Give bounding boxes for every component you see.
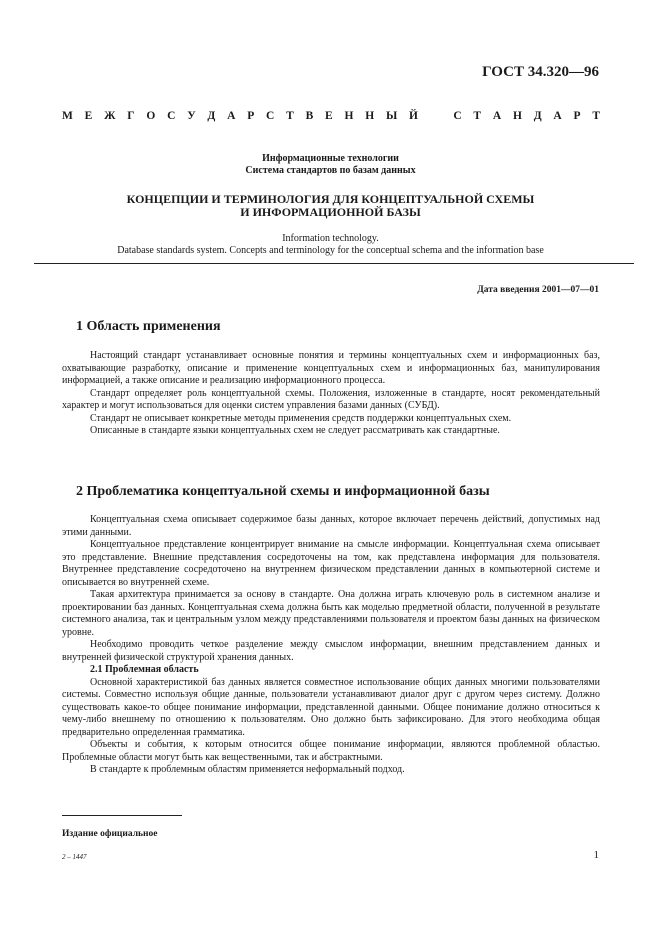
paragraph: В стандарте к проблемным областям применяется неформальный подход. [90,764,405,775]
section-1-heading: 1 Область применения [76,319,221,334]
paragraph: Такая архитектура принимается за основу в стандарте. Она должна играть ключевую роль в системном анализе и проектировании баз данных. Концептуальная схема должна быть как моделью предметной области, полученной в результате системного анализа, так и центральным узлом между представлениями пользователя и проектом базы данных на физическом уровне. [62,589,600,638]
series-title: Информационные технологии Система стандартов по базам данных [245,153,416,176]
paragraph: Настоящий стандарт устанавливает основные понятия и термины концептуальных схем и информационных баз, охватывающие разработку, описание и применение концептуальных схем и информационных баз, манипулирования информацией, а также описание и реализацию информационного процесса. [62,350,600,386]
paragraph: Концептуальная схема описывает содержимое базы данных, которое включает перечень действий, допустимых над этими данными. [62,514,600,538]
paragraph: Объекты и события, к которым относится общее понимание информации, являются проблемной областью. Проблемные области могут быть как вещественными, так и абстрактными. [62,739,600,763]
paragraph: Стандарт определяет роль концептуальной схемы. Положения, изложенные в стандарте, носят рекомендательный характер и могут использоваться для оценки систем управления базами данных (СУБД). [62,387,600,411]
document-title: КОНЦЕПЦИИ И ТЕРМИНОЛОГИЯ ДЛЯ КОНЦЕПТУАЛЬНОЙ СХЕМЫ И ИНФОРМАЦИОННОЙ БАЗЫ [126,192,535,219]
page-number: 1 [593,849,599,861]
paragraph: Необходимо проводить четкое разделение между смыслом информации, внешним представлением данных и внутренней физической структурой хранения данных. [62,639,600,663]
section-2-body [62,514,600,777]
edition-label: Издание официальное [62,829,158,839]
print-code: 2 – 1447 [62,853,87,861]
interstate-standard-banner: М Е Ж Г О С У Д А Р С Т В Е Н Н Ы Й С Т А Н Д А Р Т [62,110,600,122]
standard-number: ГОСТ 34.320—96 [482,64,599,80]
subsection-2-1-heading: 2.1 Проблемная область [90,664,199,675]
paragraph: Описанные в стандарте языки концептуальных схем не следует рассматривать как стандартные. [90,425,500,436]
paragraph: Стандарт не описывает конкретные методы применения средств поддержки концептуальных схем. [90,412,512,424]
section-2-heading: 2 Проблематика концептуальной схемы и информационной базы [76,484,490,499]
paragraph: Концептуальное представление концентрирует внимание на смысле информации. Концептуальная схема описывает это представление. Внешние представления сосредоточены на том, как представлена информация для пользователя. Внутреннее представление сосредоточено на внутреннем физическом представлении данных в компьютерной системе и описывается во внутренней схеме. [62,539,600,588]
paragraph: Основной характеристикой баз данных является совместное использование общих данных многими пользователями системы. Совместно используя общие данные, пользователи устанавливают диалог друг с другом через систему. Должно существовать какое-то общее понимание информации, представленной данными. Общее понимание должно относиться к чему-либо внешнему по отношению к пользователям. Оно должно быть зафиксировано. Для этого необходима общая предварительно определенная грамматика. [62,676,600,738]
section-1-body [62,350,600,438]
english-title: Information technology. Database standards system. Concepts and terminology for the conceptual schema and the information base [117,233,544,256]
effective-date: Дата введения 2001—07—01 [477,285,599,295]
footer-divider [62,815,182,816]
title-divider [34,263,634,264]
